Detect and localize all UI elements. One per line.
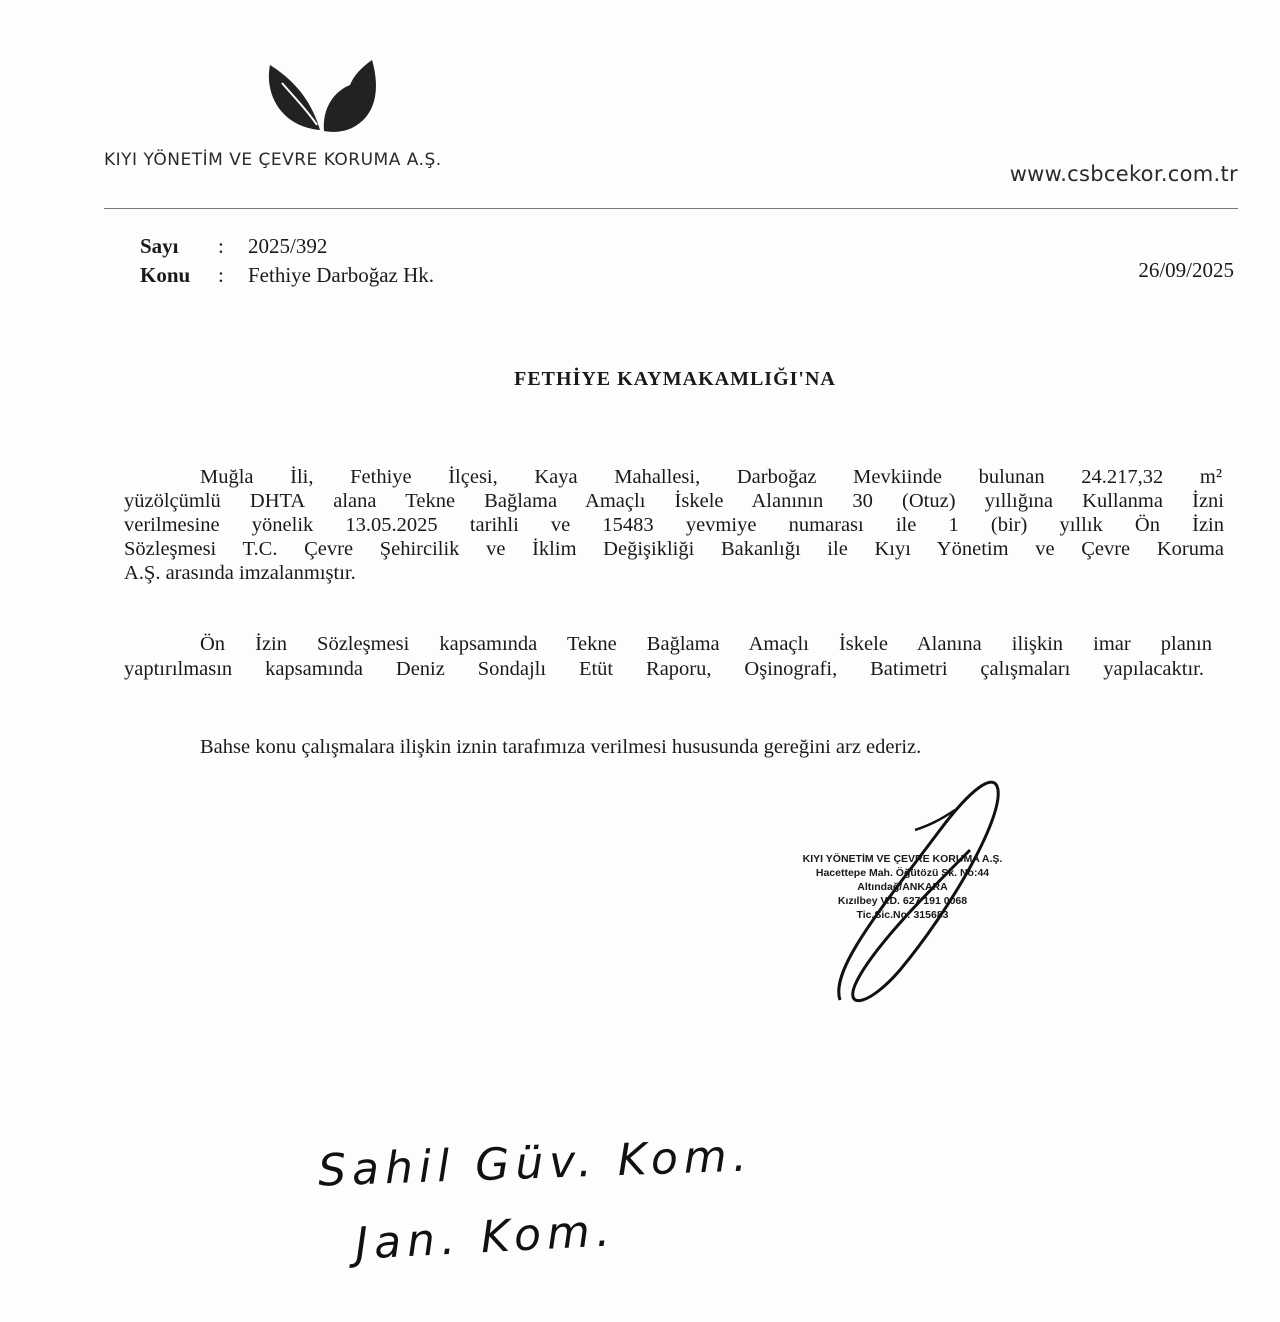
signature-icon bbox=[820, 770, 1020, 1010]
paragraph-1-line: verilmesine yönelik 13.05.2025 tarihli ve 15483 yevmiye numarası ile 1 (bir) yıllık Ön İzin bbox=[124, 514, 1224, 536]
stamp-line: Altındağ/ANKARA bbox=[857, 881, 948, 893]
paragraph-1-line: Sözleşmesi T.C. Çevre Şehircilik ve İklim Değişikliği Bakanlığı ile Kıyı Yönetim ve Çevre Koruma bbox=[124, 538, 1224, 560]
company-logo-icon bbox=[262, 55, 387, 135]
number-label: Sayı bbox=[140, 234, 179, 258]
paragraph-2-line: Ön İzin Sözleşmesi kapsamında Tekne Bağlama Amaçlı İskele Alanına ilişkin imar planın bbox=[200, 633, 1212, 655]
addressee-heading: FETHİYE KAYMAKAMLIĞI'NA bbox=[514, 368, 836, 390]
number-value: 2025/392 bbox=[248, 234, 328, 258]
document-date: 26/09/2025 bbox=[1138, 258, 1234, 282]
paragraph-1-line: A.Ş. arasında imzalanmıştır. bbox=[124, 562, 356, 584]
document-number bbox=[140, 234, 327, 259]
header-divider bbox=[104, 208, 1238, 209]
stamp-line: Tic.Sic.No: 315683 bbox=[856, 909, 949, 921]
subject-label: Konu bbox=[140, 263, 191, 287]
paragraph-3: Bahse konu çalışmalara ilişkin iznin tarafımıza verilmesi hususunda gereğini arz ederiz. bbox=[200, 736, 922, 758]
document-subject bbox=[140, 263, 434, 288]
stamp-line: KIYI YÖNETİM VE ÇEVRE KORUMA A.Ş. bbox=[802, 853, 1003, 865]
subject-value: Fethiye Darboğaz Hk. bbox=[248, 263, 435, 287]
handwritten-note: Sahil Güv. Kom. bbox=[317, 1130, 754, 1197]
website-link[interactable]: www.csbcekor.com.tr bbox=[1009, 162, 1238, 186]
stamp-line: Kızılbey V.D. 627 191 0068 bbox=[837, 895, 968, 907]
handwritten-note: Jan. Kom. bbox=[353, 1205, 618, 1270]
company-name: KIYI YÖNETİM VE ÇEVRE KORUMA A.Ş. bbox=[104, 150, 442, 170]
separator: : bbox=[218, 234, 224, 258]
paragraph-1-line: Muğla İli, Fethiye İlçesi, Kaya Mahallesi, Darboğaz Mevkiinde bulunan 24.217,32 m² bbox=[200, 466, 1222, 488]
stamp-line: Hacettepe Mah. Öğütözü Sk. No:44 bbox=[815, 867, 990, 879]
separator: : bbox=[218, 263, 224, 287]
paragraph-2-line: yaptırılmasın kapsamında Deniz Sondajlı Etüt Raporu, Oşinografi, Batimetri çalışmaları yapılacaktır. bbox=[124, 658, 1204, 680]
paragraph-1-line: yüzölçümlü DHTA alana Tekne Bağlama Amaçlı İskele Alanının 30 (Otuz) yıllığına Kullanma İzni bbox=[124, 490, 1224, 512]
